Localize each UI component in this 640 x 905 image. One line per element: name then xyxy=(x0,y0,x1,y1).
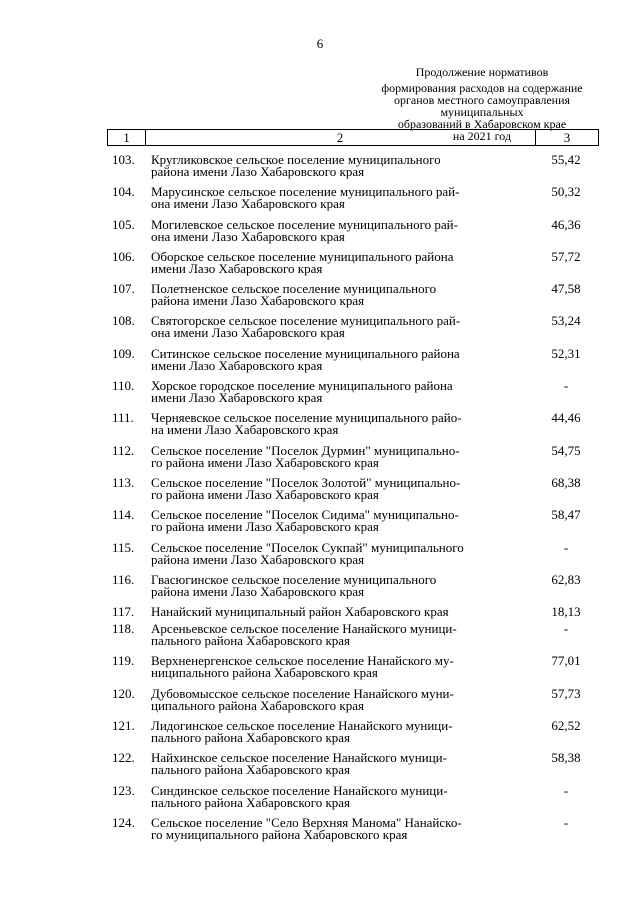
row-name xyxy=(151,685,525,713)
row-value: 62,52 xyxy=(551,718,581,734)
table-row xyxy=(107,150,599,182)
row-name xyxy=(151,216,525,244)
table-body xyxy=(107,150,599,845)
table-row xyxy=(107,651,599,683)
row-name-line-2: пального района Хабаровского края xyxy=(151,730,351,746)
table-row xyxy=(107,813,599,845)
row-name-line-1: Оборское сельское поселение муниципального района xyxy=(151,248,454,264)
row-name-line-1: Сельское поселение "Село Верхняя Манома" Нанайско- xyxy=(151,814,462,830)
row-number: 104. xyxy=(112,184,135,200)
row-name xyxy=(151,539,525,567)
row-value: 55,42 xyxy=(551,152,581,167)
caption-line-3: органов местного самоуправления муниципальных xyxy=(393,93,571,119)
table-row xyxy=(107,781,599,813)
row-value: 52,31 xyxy=(551,345,581,361)
row-name-line-2: имени Лазо Хабаровского края xyxy=(151,390,323,406)
row-value: 58,38 xyxy=(551,750,581,766)
table-row xyxy=(107,182,599,214)
row-value: - xyxy=(563,621,569,637)
row-name-line-2: района имени Лазо Хабаровского края xyxy=(151,164,365,179)
row-name xyxy=(151,752,525,776)
row-name-line-2: ципального района Хабаровского края xyxy=(151,697,364,713)
table-row xyxy=(107,408,599,440)
table-row xyxy=(107,716,599,748)
table-row xyxy=(107,311,599,343)
row-name xyxy=(151,782,525,810)
row-name-line-2: района имени Лазо Хабаровского края xyxy=(151,293,365,309)
row-name xyxy=(151,315,525,339)
row-number: 121. xyxy=(112,718,135,734)
row-number: 116. xyxy=(112,571,135,587)
row-number: 115. xyxy=(112,539,135,555)
row-value: 58,47 xyxy=(551,507,581,523)
row-name-line-1: Гвасюгинское сельское поселение муниципального xyxy=(151,571,437,587)
row-number: 119. xyxy=(112,653,135,669)
row-number: 114. xyxy=(112,507,135,523)
row-number: 106. xyxy=(112,248,135,264)
row-name xyxy=(151,509,525,533)
row-name-line-1: Арсеньевское сельское поселение Нанайского муници- xyxy=(151,621,457,637)
row-number: 123. xyxy=(112,782,135,798)
row-value: 18,13 xyxy=(551,604,581,620)
table-row xyxy=(107,538,599,570)
row-number: 122. xyxy=(112,750,135,766)
row-name xyxy=(151,571,525,599)
row-value: 62,83 xyxy=(551,571,581,587)
row-number: 117. xyxy=(112,604,135,620)
row-value: 47,58 xyxy=(551,281,581,297)
row-name-line-2: она имени Лазо Хабаровского края xyxy=(151,325,345,341)
row-name-line-1: Хорское городское поселение муниципального района xyxy=(151,378,453,394)
row-name-line-2: она имени Лазо Хабаровского края xyxy=(151,228,345,244)
caption-line-2: формирования расходов на содержание xyxy=(381,81,583,95)
row-number: 112. xyxy=(112,442,135,458)
row-name-line-2: го района имени Лазо Хабаровского края xyxy=(151,486,379,502)
table-row xyxy=(107,619,599,651)
row-name-line-1: Лидогинское сельское поселение Нанайского муници- xyxy=(151,718,453,734)
row-number: 107. xyxy=(112,281,135,297)
row-value: 54,75 xyxy=(551,442,581,458)
row-name-line-1: Полетненское сельское поселение муниципального xyxy=(151,281,437,297)
table-row xyxy=(107,215,599,247)
row-number: 108. xyxy=(112,313,135,329)
row-name-line-2: района имени Лазо Хабаровского края xyxy=(151,583,365,599)
row-name-line-2: го муниципального района Хабаровского края xyxy=(151,826,408,842)
table-row xyxy=(107,748,599,780)
caption-line-4: образований в Хабаровском крае xyxy=(397,117,567,131)
table-row xyxy=(107,505,599,537)
row-name xyxy=(151,720,525,744)
row-name-line-2: пального района Хабаровского края xyxy=(151,633,351,649)
row-value: - xyxy=(563,814,569,830)
row-name-line-1: Марусинское сельское поселение муниципального рай- xyxy=(151,184,460,200)
row-name-line-1: Могилевское сельское поселение муниципального рай- xyxy=(151,216,458,232)
row-name-line-2: имени Лазо Хабаровского края xyxy=(151,357,323,373)
row-value: 77,01 xyxy=(551,653,581,669)
row-name xyxy=(151,623,525,647)
header-col-1: 1 xyxy=(108,130,146,145)
row-name-line-1: Синдинское сельское поселение Нанайского муници- xyxy=(151,782,448,798)
row-name-line-2: го района имени Лазо Хабаровского края xyxy=(151,519,379,535)
table-row xyxy=(107,473,599,505)
table-header xyxy=(107,129,599,146)
row-name-line-1: Святогорское сельское поселение муниципального рай- xyxy=(151,313,461,329)
table-row xyxy=(107,684,599,716)
row-name xyxy=(151,606,525,618)
row-name-line-2: района имени Лазо Хабаровского края xyxy=(151,551,365,567)
row-name-line-1: Сельское поселение "Поселок Дурмин" муниципально- xyxy=(151,442,460,458)
row-name xyxy=(151,412,525,436)
row-name-line-1: Сельское поселение "Поселок Золотой" муниципально- xyxy=(151,474,461,490)
row-value: 50,32 xyxy=(551,184,581,200)
row-name-line-1: Кругликовское сельское поселение муниципального xyxy=(151,152,441,167)
table-row xyxy=(107,247,599,279)
table-row xyxy=(107,602,599,619)
row-name xyxy=(151,283,525,307)
row-value: 46,36 xyxy=(551,216,581,232)
header-col-2: 2 xyxy=(145,130,536,145)
row-name xyxy=(151,442,525,470)
row-name xyxy=(151,154,525,178)
table-row xyxy=(107,441,599,473)
row-name-line-2: она имени Лазо Хабаровского края xyxy=(151,196,345,212)
row-number: 111. xyxy=(112,410,134,426)
row-name-line-1: Черняевское сельское поселение муниципального райо- xyxy=(151,410,462,426)
header-col-3: 3 xyxy=(563,130,571,145)
row-number: 113. xyxy=(112,474,135,490)
row-number: 105. xyxy=(112,216,135,232)
row-number: 124. xyxy=(112,814,135,830)
table-row xyxy=(107,570,599,602)
row-value: - xyxy=(563,782,569,798)
row-name-line-2: имени Лазо Хабаровского края xyxy=(151,260,323,276)
table-row xyxy=(107,376,599,408)
row-number: 110. xyxy=(112,378,135,394)
row-name-line-2: пального района Хабаровского края xyxy=(151,794,351,810)
caption-line-1: Продолжение нормативов xyxy=(415,65,549,79)
row-number: 103. xyxy=(112,152,135,167)
table-row xyxy=(107,279,599,311)
row-name xyxy=(151,248,525,276)
row-value: 57,73 xyxy=(551,685,581,701)
page-number: 6 xyxy=(316,36,324,51)
row-name-line-1: Сельское поселение "Поселок Сидима" муниципально- xyxy=(151,507,459,523)
row-name-line-2: пального района Хабаровского края xyxy=(151,762,351,778)
caption-line-5: на 2021 год xyxy=(452,129,512,143)
row-name-line-1: Дубовомысское сельское поселение Нанайского муни- xyxy=(151,685,454,701)
row-value: - xyxy=(563,539,569,555)
row-value: 53,24 xyxy=(551,313,581,329)
row-name-line-1: Сельское поселение "Поселок Сукпай" муниципального xyxy=(151,539,464,555)
row-value: 68,38 xyxy=(551,474,581,490)
row-name-line-1: Найхинское сельское поселение Нанайского муници- xyxy=(151,750,447,766)
row-value: 57,72 xyxy=(551,248,581,264)
row-name xyxy=(151,814,525,842)
row-name xyxy=(151,345,525,373)
row-name xyxy=(151,474,525,502)
row-number: 109. xyxy=(112,345,135,361)
row-name xyxy=(151,380,525,404)
row-number: 120. xyxy=(112,685,135,701)
row-name-line-1: Нанайский муниципальный район Хабаровского края xyxy=(151,604,449,620)
row-name xyxy=(151,655,525,679)
row-name-line-2: ниципального района Хабаровского края xyxy=(151,665,378,681)
row-name-line-2: на имени Лазо Хабаровского края xyxy=(151,422,339,438)
row-name-line-1: Ситинское сельское поселение муниципального района xyxy=(151,345,460,361)
row-name xyxy=(151,186,525,210)
row-name-line-1: Верхненергенское сельское поселение Нанайского му- xyxy=(151,653,454,669)
row-value: 44,46 xyxy=(551,410,581,426)
row-number: 118. xyxy=(112,621,135,637)
row-value: - xyxy=(563,378,569,394)
row-name-line-2: го района имени Лазо Хабаровского края xyxy=(151,454,379,470)
table-row xyxy=(107,344,599,376)
